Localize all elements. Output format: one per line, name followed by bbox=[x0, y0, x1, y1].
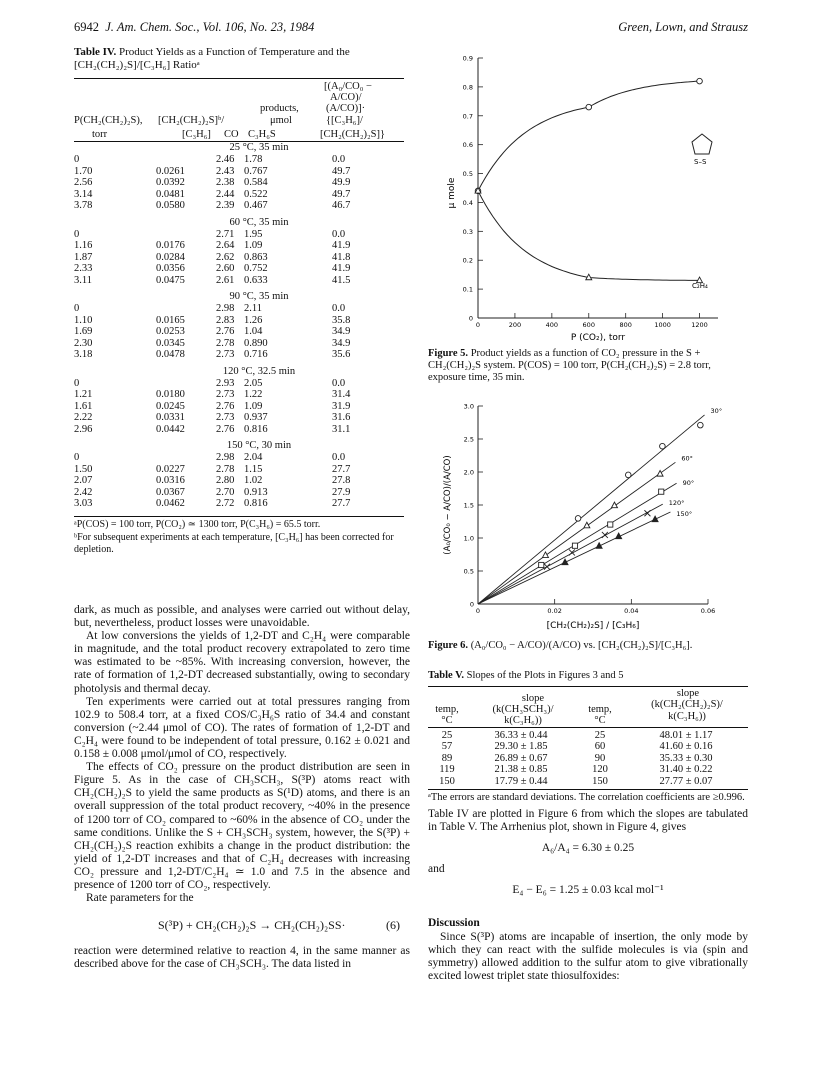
table-cell: 2.62 bbox=[216, 251, 235, 263]
table-cell: 49.9 bbox=[332, 177, 351, 188]
table-cell: 31.1 bbox=[332, 423, 351, 435]
table-cell: 0 bbox=[74, 377, 80, 389]
table-cell: 2.07 bbox=[74, 475, 93, 486]
table-cell: 3.78 bbox=[74, 200, 93, 211]
series-label: 90° bbox=[682, 479, 695, 488]
paragraph: and bbox=[428, 863, 445, 876]
data-point bbox=[586, 104, 592, 110]
data-point bbox=[652, 516, 658, 522]
table-cell: 0.752 bbox=[244, 263, 268, 274]
table-cell: 0.0 bbox=[332, 377, 346, 389]
col-header-unit: °C bbox=[594, 715, 606, 726]
table-cell: 90 bbox=[594, 752, 606, 764]
table-cell: 0.0356 bbox=[156, 263, 185, 274]
figure-5-label: Figure 5. bbox=[428, 348, 469, 359]
page-number: 6942 bbox=[74, 20, 99, 34]
table-cell: 1.02 bbox=[244, 475, 263, 486]
table-cell: 0 bbox=[74, 303, 80, 314]
table-cell: 2.42 bbox=[74, 486, 93, 498]
table-cell: 41.9 bbox=[332, 263, 351, 274]
data-point bbox=[562, 559, 568, 565]
y-axis-label: μ mole bbox=[447, 177, 457, 209]
table-cell: 2.33 bbox=[74, 263, 93, 274]
table-cell: 1.26 bbox=[244, 314, 263, 326]
paragraph: dark, as much as possible, and analyses were carried out without delay, but, nevertheless, product losses were unavoidable. bbox=[74, 604, 410, 630]
x-tick-label: 0.02 bbox=[547, 607, 562, 615]
table-cell: 27.77 ± 0.07 bbox=[659, 775, 713, 787]
data-point bbox=[575, 516, 581, 522]
table-cell: 31.40 ± 0.22 bbox=[659, 764, 713, 776]
table-cell: 0.584 bbox=[244, 177, 268, 188]
y-tick-label: 0.4 bbox=[462, 198, 473, 207]
table-cell: 1.69 bbox=[74, 326, 93, 337]
table-cell: 41.5 bbox=[332, 274, 351, 286]
table-cell: 0.0580 bbox=[156, 200, 185, 211]
table-cell: 0.767 bbox=[244, 165, 268, 177]
table-cell: 2.78 bbox=[216, 337, 235, 349]
table-cell: 1.16 bbox=[74, 240, 93, 251]
table-cell: 0.0227 bbox=[156, 463, 185, 475]
paragraph: At low conversions the yields of 1,2-DT and C₂H₄ were comparable in magnitude, and the total product recovery extrapolated to zero time was estimated to be ~85%. With increasing conversion, however, the rate of formation of 1,2-DT decreased substantially, owing to secondary photolysis and thermal decay. bbox=[74, 630, 410, 695]
table-cell: 0.633 bbox=[244, 274, 268, 286]
table-group-label: 25 °C, 35 min bbox=[229, 142, 289, 153]
table-cell: 0.0475 bbox=[156, 274, 185, 286]
table-cell: 57 bbox=[441, 741, 453, 753]
table-cell: 0.0180 bbox=[156, 389, 185, 400]
authors-header: Green, Lown, and Strausz bbox=[618, 20, 748, 34]
table-cell: 49.7 bbox=[332, 188, 351, 200]
table-cell: 1.09 bbox=[244, 400, 263, 412]
col-header: k(C₃H₆)) bbox=[668, 711, 706, 722]
table-cell: 2.76 bbox=[216, 423, 235, 435]
figure-5-caption-text: Product yields as a function of CO₂ pressure in the S + CH₂(CH₂)₂S system. P(COS) = 100 torr, P(CH₂(CH₂)₂S) = 2.8 torr, exposure time, 35 min. bbox=[428, 348, 711, 383]
y-tick-label: 1.5 bbox=[463, 501, 474, 510]
table-4-footnote-a: ᵃP(COS) = 100 torr, P(CO₂) ≃ 1300 torr, P(C₃H₆) = 65.5 torr. bbox=[74, 518, 321, 530]
table-cell: 0.816 bbox=[244, 423, 268, 435]
data-point bbox=[572, 543, 577, 548]
table-cell: 0.0253 bbox=[156, 326, 185, 337]
x-tick-label: 0.04 bbox=[624, 607, 639, 615]
data-point bbox=[608, 522, 613, 527]
equation-6-text: S(³P) + CH₂(CH₂)₂S → CH₂(CH₂)₂SS· bbox=[158, 918, 346, 933]
equation-e-diff: E₄ − E₆ = 1.25 ± 0.03 kcal mol⁻¹ bbox=[512, 884, 664, 897]
table-cell: 0 bbox=[74, 228, 80, 240]
table-cell: 49.7 bbox=[332, 165, 351, 177]
y-axis-label: (A₀/CO₀ − A/CO)/(A/CO) bbox=[443, 455, 453, 555]
col-header-ratio: [CH₂(CH₂)₂S]ᵇ/ bbox=[158, 115, 225, 126]
table-cell: 0.0316 bbox=[156, 475, 185, 486]
table-cell: 2.56 bbox=[74, 177, 93, 188]
table-4-caption bbox=[74, 46, 404, 72]
table-cell: 2.76 bbox=[216, 400, 235, 412]
table-cell: 2.80 bbox=[216, 475, 235, 486]
table-cell: 2.05 bbox=[244, 377, 263, 389]
series-curve bbox=[478, 81, 700, 191]
table-cell: 0.0345 bbox=[156, 337, 185, 349]
table-cell: 36.33 ± 0.44 bbox=[494, 730, 548, 741]
table-cell: 17.79 ± 0.44 bbox=[494, 775, 548, 787]
table-cell: 1.50 bbox=[74, 463, 93, 475]
series-label: 150° bbox=[676, 509, 693, 518]
table-cell: 2.04 bbox=[244, 452, 263, 463]
y-tick-label: 2.5 bbox=[463, 435, 474, 444]
table-cell: 35.33 ± 0.30 bbox=[659, 752, 713, 764]
series-label: 60° bbox=[681, 454, 693, 463]
table-cell: 1.22 bbox=[244, 389, 263, 400]
table-cell: 3.18 bbox=[74, 349, 93, 360]
fit-line bbox=[478, 462, 675, 604]
table-cell: 2.46 bbox=[216, 154, 235, 165]
y-tick-label: 2.0 bbox=[463, 468, 474, 477]
table-group-label: 150 °C, 30 min bbox=[226, 440, 292, 451]
col-header: [C₃H₆] bbox=[182, 129, 211, 140]
col-header-c3h6s: C₃H₆S bbox=[248, 129, 276, 140]
y-tick-label: 0.1 bbox=[462, 285, 473, 294]
table-cell: 0.0392 bbox=[156, 177, 185, 188]
y-tick-label: 0 bbox=[469, 600, 474, 609]
table-cell: 3.14 bbox=[74, 188, 93, 200]
table-cell: 3.11 bbox=[74, 274, 92, 286]
table-cell: 0.937 bbox=[244, 412, 268, 423]
figure-6-caption-text: (A₀/CO₀ − A/CO)/(A/CO) vs. [CH₂(CH₂)₂S]/[C₃H₆]. bbox=[470, 640, 693, 651]
table-cell: 31.9 bbox=[332, 400, 351, 412]
left-body-text bbox=[74, 604, 410, 971]
dithiolane-ring-icon bbox=[692, 134, 712, 166]
table-5-footnote: ᵃThe errors are standard deviations. The correlation coefficients are ≥0.996. bbox=[428, 791, 745, 803]
table-cell: 0.0 bbox=[332, 452, 346, 463]
table-5-header bbox=[428, 687, 748, 727]
table-cell: 0.913 bbox=[244, 486, 268, 498]
col-header-pressure: P(CH₂(CH₂)₂S), bbox=[74, 115, 143, 126]
table-cell: 48.01 ± 1.17 bbox=[659, 730, 713, 741]
figure-5-curves bbox=[478, 81, 700, 280]
table-cell: 2.44 bbox=[216, 188, 235, 200]
table-cell: 0.0 bbox=[332, 228, 346, 240]
x-tick-label: 600 bbox=[582, 321, 595, 329]
table-cell: 31.4 bbox=[332, 389, 351, 400]
table-cell: 0.522 bbox=[244, 188, 268, 200]
series-label: 120° bbox=[668, 499, 685, 508]
data-point bbox=[625, 472, 631, 478]
x-tick-label: 800 bbox=[619, 321, 632, 329]
paragraph: Rate parameters for the bbox=[86, 892, 194, 905]
table-cell: 0.716 bbox=[244, 349, 268, 360]
table-5-title-text: Slopes of the Plots in Figures 3 and 5 bbox=[466, 670, 624, 681]
equation-a-ratio: A₆/A₄ = 6.30 ± 0.25 bbox=[541, 842, 635, 855]
table-cell: 2.73 bbox=[216, 412, 235, 423]
table-cell: 29.30 ± 1.85 bbox=[494, 741, 548, 753]
y-tick-label: 0.7 bbox=[462, 112, 473, 121]
table-cell: 2.71 bbox=[216, 228, 235, 240]
table-cell bbox=[156, 303, 216, 315]
data-point bbox=[602, 532, 608, 538]
table-cell: 2.96 bbox=[74, 423, 93, 435]
structure-label: S–S bbox=[694, 158, 707, 166]
data-point bbox=[698, 422, 704, 428]
col-header-slope: slope bbox=[521, 693, 545, 704]
table-cell: 60 bbox=[594, 741, 606, 753]
table-cell: 1.04 bbox=[244, 326, 263, 337]
table-cell: 0.0478 bbox=[156, 349, 185, 360]
table-cell: 0.0331 bbox=[156, 412, 185, 423]
table-4-header bbox=[74, 79, 404, 141]
table-cell: 27.9 bbox=[332, 486, 351, 498]
figure-5-points bbox=[475, 78, 703, 282]
table-cell: 1.21 bbox=[74, 389, 93, 400]
y-tick-label: 0.5 bbox=[463, 567, 474, 576]
fit-line bbox=[478, 415, 705, 604]
table-cell: 0.0165 bbox=[156, 314, 185, 326]
table-cell: 0.0462 bbox=[156, 498, 185, 509]
x-tick-label: 200 bbox=[508, 321, 522, 329]
table-cell: 2.22 bbox=[74, 412, 93, 423]
table-5-title bbox=[428, 670, 748, 682]
y-tick-label: 0.2 bbox=[462, 256, 473, 265]
table-cell: 2.11 bbox=[244, 303, 262, 314]
table-cell: 150 bbox=[439, 775, 455, 787]
series-label-c2h4: C₂H₄ bbox=[692, 282, 708, 290]
table-cell: 34.9 bbox=[332, 337, 351, 349]
table-cell: 0.0367 bbox=[156, 486, 185, 498]
running-header bbox=[74, 20, 314, 35]
table-5-body bbox=[428, 730, 748, 787]
table-cell: 119 bbox=[439, 764, 455, 776]
y-tick-label: 0.6 bbox=[462, 141, 473, 150]
table-cell: 1.70 bbox=[74, 165, 93, 177]
table-cell: 2.93 bbox=[216, 377, 235, 389]
table-cell: 25 bbox=[441, 730, 453, 741]
table-group-label: 60 °C, 35 min bbox=[229, 216, 289, 228]
table-cell: 2.61 bbox=[216, 274, 235, 286]
table-group bbox=[74, 378, 404, 436]
table-cell: 1.78 bbox=[244, 154, 263, 165]
right-body-text bbox=[428, 808, 748, 983]
table-4-footnote-b: ᵇFor subsequent experiments at each temperature, [C₃H₆] has been corrected for depletion. bbox=[74, 532, 394, 555]
table-cell: 2.64 bbox=[216, 240, 235, 251]
table-cell: 27.8 bbox=[332, 475, 351, 486]
table-cell bbox=[156, 229, 216, 241]
table-cell: 0.467 bbox=[244, 200, 268, 211]
equation-6-number: (6) bbox=[386, 918, 400, 933]
table-group-label: 90 °C, 35 min bbox=[229, 291, 289, 302]
table-cell: 41.9 bbox=[332, 240, 351, 251]
y-tick-label: 1.0 bbox=[463, 534, 474, 543]
series-curve bbox=[478, 191, 700, 281]
table-cell: 2.72 bbox=[216, 498, 235, 509]
figure-5-axes bbox=[447, 55, 718, 344]
x-tick-label: 400 bbox=[545, 321, 559, 329]
data-point bbox=[584, 522, 590, 528]
table-cell: 0 bbox=[74, 154, 80, 165]
table-cell: 1.87 bbox=[74, 251, 93, 263]
table-cell: 31.6 bbox=[332, 412, 351, 423]
data-point bbox=[659, 489, 664, 494]
table-cell: 2.76 bbox=[216, 326, 235, 337]
table-cell: 150 bbox=[592, 775, 608, 787]
table-cell: 0.0245 bbox=[156, 400, 185, 412]
table-cell: 0.0176 bbox=[156, 240, 185, 251]
table-cell: 41.60 ± 0.16 bbox=[659, 741, 713, 753]
x-tick-label: 1200 bbox=[691, 321, 708, 329]
col-header-co: CO bbox=[224, 129, 239, 140]
journal-citation: J. Am. Chem. Soc., Vol. 106, No. 23, 1984 bbox=[105, 20, 315, 34]
table-cell: 0.0 bbox=[332, 303, 346, 314]
y-tick-label: 0 bbox=[468, 314, 473, 323]
table-cell: 0.0481 bbox=[156, 188, 185, 200]
paragraph: reaction were determined relative to reaction 4, in the same manner as described above for the case of CH₃SCH₃. The data listed in bbox=[74, 945, 410, 971]
table-cell: 2.98 bbox=[216, 452, 235, 463]
figure-6-points bbox=[539, 422, 703, 569]
col-header-torr: torr bbox=[92, 129, 108, 140]
y-tick-label: 0.5 bbox=[462, 170, 473, 179]
figure-6-label: Figure 6. bbox=[428, 640, 469, 651]
table-cell: 0.890 bbox=[244, 337, 268, 349]
table-group bbox=[74, 229, 404, 287]
section-heading: Discussion bbox=[428, 917, 480, 930]
table-cell: 3.03 bbox=[74, 498, 93, 509]
table-cell: 35.6 bbox=[332, 349, 351, 360]
paragraph: Since S(³P) atoms are incapable of insertion, the only mode by which they can react with the sulfide molecules is via (spin and symmetry) allowed addition to the sulfur atom to give vibrationally excited lowest triplet state thiosulfoxides: bbox=[428, 930, 748, 982]
x-axis-label: [CH₂(CH₂)₂S] / [C₃H₆] bbox=[546, 621, 640, 631]
x-tick-label: 1000 bbox=[654, 321, 671, 329]
table-cell: 34.9 bbox=[332, 326, 351, 337]
table-cell: 2.98 bbox=[216, 303, 235, 314]
table-cell: 2.73 bbox=[216, 349, 235, 360]
table-cell: 0.816 bbox=[244, 498, 268, 509]
table-cell: 2.70 bbox=[216, 486, 235, 498]
col-header: {[C₃H₆]/ bbox=[326, 115, 363, 126]
table-cell: 2.43 bbox=[216, 165, 235, 177]
x-tick-label: 0.06 bbox=[700, 607, 716, 615]
figure-6 bbox=[428, 396, 748, 636]
y-tick-label: 0.9 bbox=[462, 54, 473, 63]
table-cell bbox=[156, 154, 216, 166]
table-cell: 1.09 bbox=[244, 240, 263, 251]
table-cell: 0.0442 bbox=[156, 423, 185, 435]
table-5 bbox=[428, 670, 748, 804]
table-cell: 2.78 bbox=[216, 463, 235, 475]
figure-6-lines bbox=[478, 407, 722, 604]
table-cell: 2.60 bbox=[216, 263, 235, 274]
table-cell bbox=[156, 378, 216, 390]
col-header: (k(CH₃SCH₃)/ bbox=[492, 704, 554, 715]
col-header: [CH₂(CH₂)₂S]} bbox=[320, 129, 386, 140]
table-4-label: Table IV. bbox=[74, 46, 117, 58]
data-point bbox=[660, 443, 666, 449]
y-tick-label: 0.8 bbox=[462, 83, 473, 92]
table-cell: 2.38 bbox=[216, 177, 235, 188]
table-cell: 2.39 bbox=[216, 200, 235, 211]
col-header-temp: temp, bbox=[588, 704, 612, 715]
data-point bbox=[697, 78, 703, 84]
table-cell: 25 bbox=[594, 730, 606, 741]
table-cell: 120 bbox=[592, 764, 608, 776]
table-cell: 0.0284 bbox=[156, 251, 185, 263]
table-group-label: 120 °C, 32.5 min bbox=[222, 365, 296, 377]
table-4-body bbox=[74, 142, 404, 515]
table-cell: 27.7 bbox=[332, 498, 351, 509]
col-header: (k(CH₂(CH₂)₂S)/ bbox=[651, 699, 723, 710]
table-group bbox=[74, 303, 404, 361]
table-cell: 0 bbox=[74, 452, 80, 463]
table-cell: 0.0 bbox=[332, 154, 346, 165]
table-cell: 27.7 bbox=[332, 463, 351, 475]
table-cell: 21.38 ± 0.85 bbox=[494, 764, 548, 776]
y-tick-label: 3.0 bbox=[463, 402, 474, 411]
figure-5 bbox=[428, 46, 758, 346]
col-header: (A/CO)]· bbox=[326, 103, 366, 114]
col-header: [(A₀/CO₀ − bbox=[324, 81, 372, 92]
x-tick-label: 0 bbox=[475, 321, 481, 329]
col-header-unit: °C bbox=[441, 715, 453, 726]
x-axis-label: P (CO₂), torr bbox=[570, 333, 626, 343]
table-cell bbox=[156, 452, 216, 464]
fit-line bbox=[478, 512, 670, 604]
data-point bbox=[542, 552, 548, 558]
col-header: k(C₃H₆)) bbox=[504, 715, 542, 726]
table-cell: 0.0261 bbox=[156, 165, 185, 177]
table-4 bbox=[74, 46, 404, 555]
table-group bbox=[74, 452, 404, 510]
data-point bbox=[544, 564, 550, 570]
table-cell: 35.8 bbox=[332, 314, 351, 326]
equation-6 bbox=[74, 913, 410, 939]
table-group bbox=[74, 154, 404, 212]
col-header-slope: slope bbox=[676, 688, 700, 699]
paragraph: Ten experiments were carried out at total pressures ranging from 102.9 to 508.4 torr, at a fixed COS/C₃H₆S ratio of 34.4 and constant conversion (~2.44 μmol of CO). The rates of formation of 1,2-DT and C₂H₄ were found to be independent of total pressure, 0.162 ± 0.021 and 0.158 ± 0.008 μmol/μmol of CO, respectively. bbox=[74, 695, 410, 761]
table-5-label: Table V. bbox=[428, 670, 464, 681]
col-header-products: products, bbox=[260, 103, 299, 114]
table-cell: 1.10 bbox=[74, 314, 93, 326]
figure-6-caption bbox=[428, 640, 748, 652]
series-label: 30° bbox=[710, 406, 723, 415]
table-cell: 1.15 bbox=[244, 463, 263, 475]
table-cell: 2.73 bbox=[216, 389, 235, 400]
x-tick-label: 0 bbox=[475, 607, 481, 615]
table-cell: 89 bbox=[441, 752, 453, 764]
paragraph: Table IV are plotted in Figure 6 from which the slopes are tabulated in Table V. The Arrhenius plot, shown in Figure 4, gives bbox=[428, 808, 748, 834]
table-cell: 46.7 bbox=[332, 200, 351, 211]
figure-5-caption bbox=[428, 348, 738, 384]
col-header-umol: μmol bbox=[270, 115, 292, 126]
table-cell: 2.83 bbox=[216, 314, 235, 326]
col-header-temp: temp, bbox=[435, 704, 459, 715]
y-tick-label: 0.3 bbox=[462, 227, 473, 236]
table-cell: 41.8 bbox=[332, 251, 351, 263]
table-cell: 1.61 bbox=[74, 400, 93, 412]
data-point bbox=[539, 562, 544, 567]
table-cell: 0.863 bbox=[244, 251, 268, 263]
table-4-caption-text: Product Yields as a Function of Temperature and the [CH₂(CH₂)₂S]/[C₃H₆] Ratioᵃ bbox=[74, 46, 350, 71]
paragraph: The effects of CO₂ pressure on the product distribution are seen in Figure 5. As in the case of CH₃SCH₃, S(³P) atoms react with CH₂(CH₂)₂S to yield the same products as S(¹D) atoms, and there is an overall suppression of the total product recovery, ~40% in the presence of 1200 torr of CO₂ compared to ~60% in the absence of CO₂ under the same conditions. Unlike the S + CH₃SCH₃ system, however, the S(³P) + CH₂(CH₂)₂S reaction exhibits a change in the product distribution: the yield of 1,2-DT increases and that of C₂H₄ decreases with increasing CO₂ pressure and 1,2-DT/C₂H₄ ≃ 1.0 and 7.5 in the absence and presence of 1200 torr of CO₂, respectively. bbox=[74, 761, 410, 891]
col-header: A/CO)/ bbox=[330, 92, 362, 103]
table-cell: 26.89 ± 0.67 bbox=[494, 752, 548, 764]
table-cell: 1.95 bbox=[244, 228, 263, 240]
table-cell: 2.30 bbox=[74, 337, 93, 349]
